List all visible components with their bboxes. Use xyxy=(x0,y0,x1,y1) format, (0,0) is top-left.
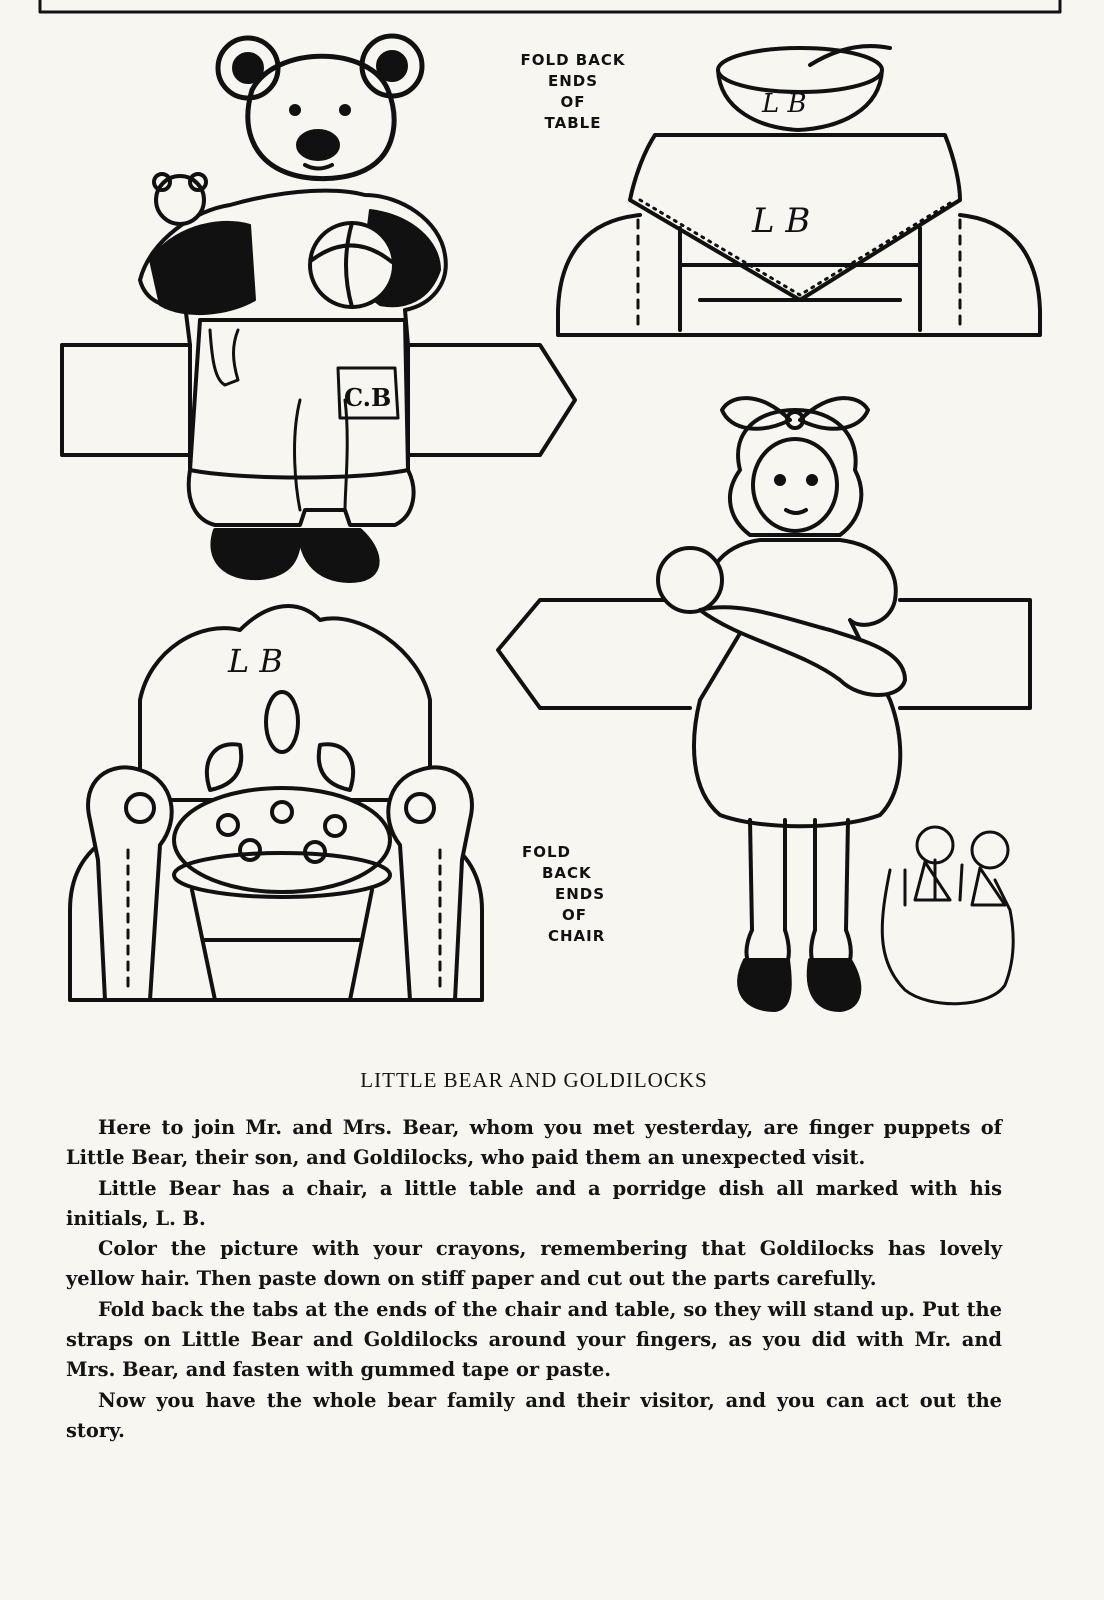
fold-back-table-label xyxy=(498,50,648,134)
table-label-line-4: TABLE xyxy=(544,114,602,132)
bear-left-shoe xyxy=(212,530,300,578)
goldilocks-left-shoe xyxy=(739,960,790,1010)
hand-with-finger-puppets-illustration xyxy=(882,827,1013,1004)
chair-left-arm xyxy=(88,767,172,1000)
chair-label-line-3: ENDS xyxy=(555,885,606,903)
held-teddy-head xyxy=(156,176,204,224)
table-label-line-1: FOLD BACK xyxy=(520,51,626,69)
article xyxy=(66,1068,1002,1446)
chair-initials: L B xyxy=(228,642,283,680)
article-paragraph: Little Bear has a chair, a little table and a porridge dish all marked with his initials, L. B. xyxy=(66,1176,1002,1230)
article-paragraph: Fold back the tabs at the ends of the chair and table, so they will stand up. Put the straps on Little Bear and Goldilocks around your fingers, as you did with Mr. and Mrs. Bear, and fasten with gummed tape or paste. xyxy=(66,1297,1002,1382)
bear-pocket-initials: C.B xyxy=(344,383,392,412)
chair-label-line-5: CHAIR xyxy=(548,927,606,945)
goldilocks-face xyxy=(753,439,837,531)
bowl-initials: L B xyxy=(762,89,807,119)
bear-right-shoe xyxy=(300,530,378,581)
chair-label-line-1: FOLD xyxy=(522,843,572,861)
chair-right-arm xyxy=(388,767,472,1000)
tablecloth-initials: L B xyxy=(752,201,811,241)
bear-ball xyxy=(310,223,394,307)
top-border-box xyxy=(40,0,1060,12)
chair-label-line-4: OF xyxy=(562,906,587,924)
doll-head xyxy=(658,548,722,612)
chair-back xyxy=(140,606,430,800)
article-paragraph: Now you have the whole bear family and their visitor, and you can act out the story. xyxy=(66,1388,1002,1442)
bear-finger-strap xyxy=(62,345,575,455)
article-paragraph: Here to join Mr. and Mrs. Bear, whom you met yesterday, are finger puppets of Little Bear, their son, and Goldilocks, who paid them an unexpected visit. xyxy=(66,1116,1002,1170)
table-label-line-3: OF xyxy=(560,93,586,111)
fold-back-chair-label xyxy=(500,842,630,947)
chair-label-line-2: BACK xyxy=(542,864,592,882)
article-body xyxy=(66,1113,1002,1446)
table-label-line-2: ENDS xyxy=(547,72,599,90)
article-paragraph: Color the picture with your crayons, remembering that Goldilocks has lovely yellow hair. Then paste down on stiff paper and cut out the parts carefully. xyxy=(66,1237,1002,1291)
goldilocks-right-shoe xyxy=(809,960,860,1010)
little-bear-chair xyxy=(70,606,482,1000)
article-title: LITTLE BEAR AND GOLDILOCKS xyxy=(360,1068,708,1092)
